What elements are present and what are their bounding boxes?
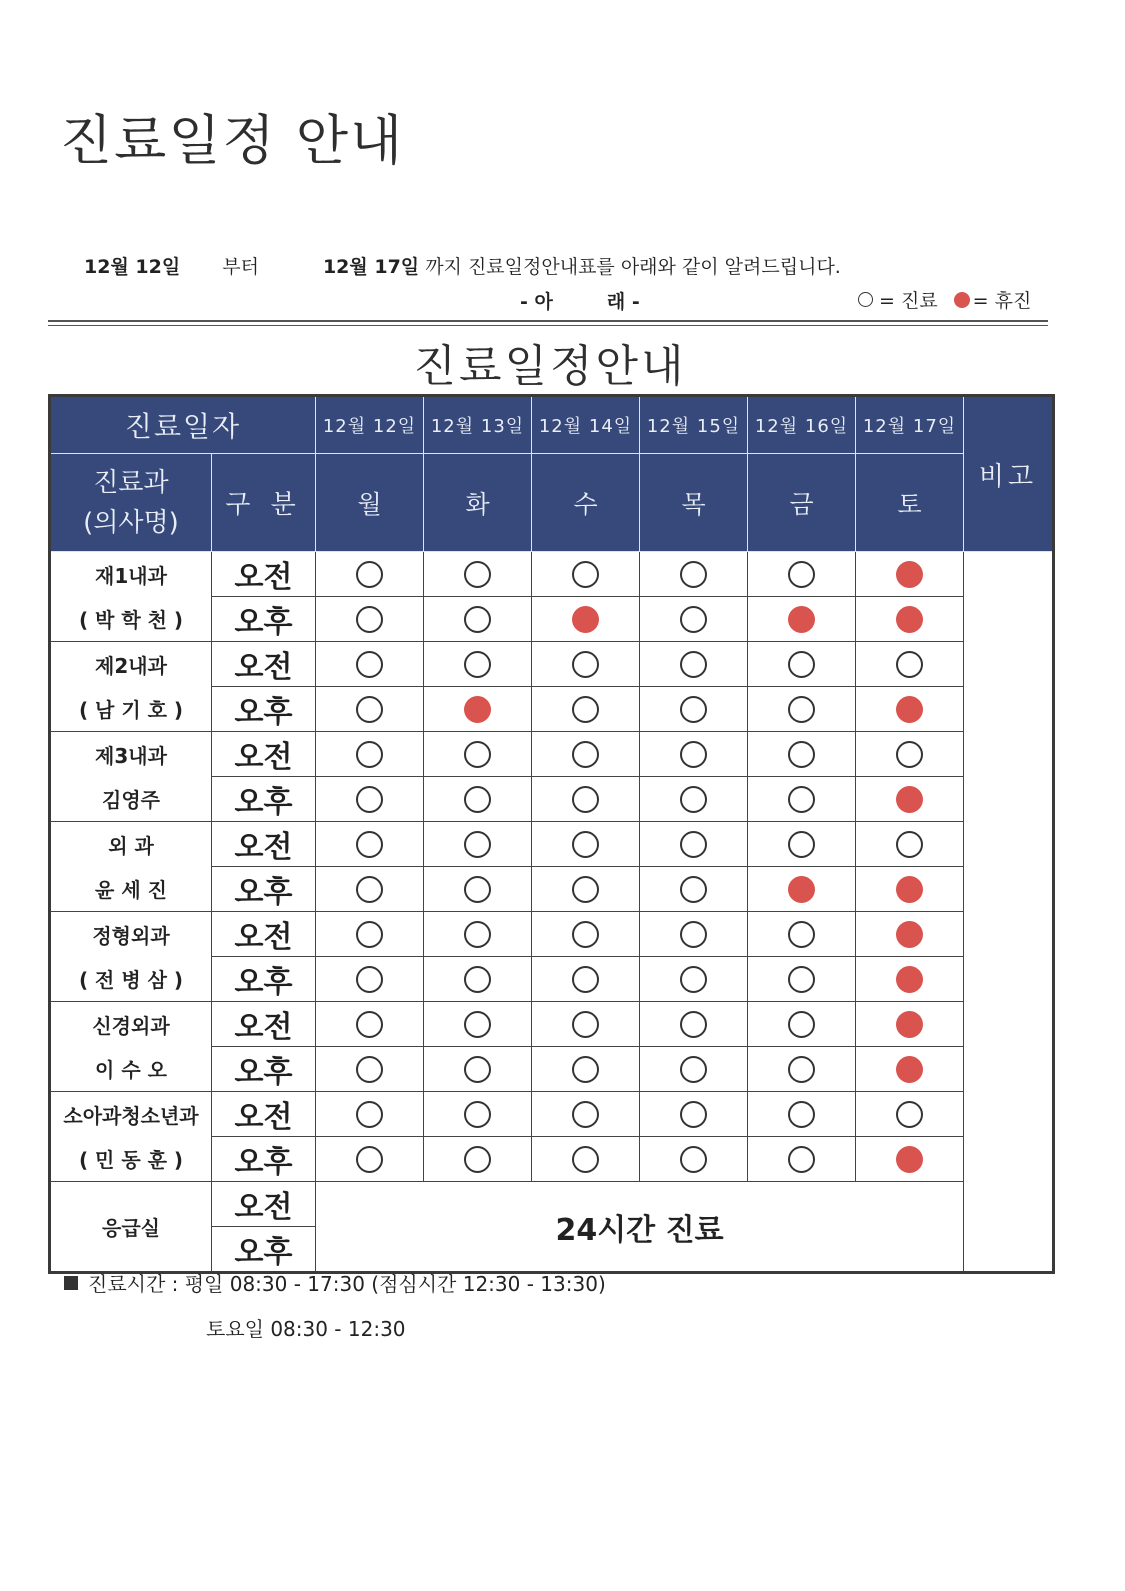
- status-cell: [532, 822, 640, 867]
- open-circle-icon: [788, 696, 815, 723]
- status-cell: [748, 1137, 856, 1182]
- open-circle-icon: [356, 651, 383, 678]
- closed-dot-icon: [572, 606, 599, 633]
- day-header: 금: [748, 454, 856, 552]
- note-header: 비고: [964, 396, 1054, 552]
- open-circle-icon: [858, 292, 873, 307]
- closed-dot-icon: [896, 696, 923, 723]
- status-cell: [640, 732, 748, 777]
- open-circle-icon: [464, 1056, 491, 1083]
- status-cell: [856, 552, 964, 597]
- hours-weekday-text: 진료시간 : 평일 08:30 - 17:30 (점심시간 12:30 - 13:30): [88, 1272, 606, 1296]
- status-cell: [532, 1092, 640, 1137]
- status-cell: [532, 1137, 640, 1182]
- open-circle-icon: [572, 696, 599, 723]
- status-cell: [856, 1002, 964, 1047]
- open-circle-icon: [896, 741, 923, 768]
- dept-name: 외 과: [50, 822, 212, 867]
- table-row: [50, 777, 1054, 822]
- status-cell: [640, 912, 748, 957]
- below-label: [520, 287, 640, 314]
- status-cell: [640, 552, 748, 597]
- status-cell: [640, 957, 748, 1002]
- status-cell: [316, 912, 424, 957]
- closed-dot-icon: [896, 921, 923, 948]
- session-pm: 오후: [212, 597, 316, 642]
- open-circle-icon: [788, 831, 815, 858]
- open-circle-icon: [680, 966, 707, 993]
- open-circle-icon: [680, 876, 707, 903]
- status-cell: [748, 1047, 856, 1092]
- date-header-label: 진료일자: [50, 396, 316, 454]
- table-row: [50, 732, 1054, 777]
- intro-from: 부터: [222, 256, 259, 278]
- status-cell: [532, 552, 640, 597]
- status-cell: [856, 1047, 964, 1092]
- open-circle-icon: [680, 831, 707, 858]
- day-header: 월: [316, 454, 424, 552]
- status-cell: [424, 777, 532, 822]
- doctor-name: 김영주: [50, 777, 212, 822]
- open-circle-icon: [788, 561, 815, 588]
- status-cell: [316, 1092, 424, 1137]
- below-label-b: 래 -: [606, 291, 640, 313]
- status-cell: [640, 597, 748, 642]
- dept-name: 소아과청소년과: [50, 1092, 212, 1137]
- open-circle-icon: [464, 651, 491, 678]
- status-cell: [856, 1092, 964, 1137]
- status-cell: [856, 597, 964, 642]
- status-cell: [748, 822, 856, 867]
- emergency-text: 24시간 진료: [316, 1182, 964, 1273]
- legend-open-label: = 진료: [879, 290, 938, 312]
- open-circle-icon: [464, 966, 491, 993]
- status-cell: [748, 1092, 856, 1137]
- open-circle-icon: [572, 1011, 599, 1038]
- table-row: [50, 822, 1054, 867]
- status-cell: [424, 822, 532, 867]
- table-row: [50, 687, 1054, 732]
- date-header: 12월 15일: [640, 396, 748, 454]
- open-circle-icon: [572, 786, 599, 813]
- intro-start-date: 12월 12일: [84, 256, 181, 278]
- status-cell: [640, 822, 748, 867]
- dept-name: 재1내과: [50, 552, 212, 597]
- status-cell: [856, 822, 964, 867]
- open-circle-icon: [680, 1056, 707, 1083]
- open-circle-icon: [788, 966, 815, 993]
- table-row: [50, 1092, 1054, 1137]
- session-am: 오전: [212, 732, 316, 777]
- status-cell: [856, 867, 964, 912]
- table-title: 진료일정안내: [413, 341, 687, 392]
- day-header: 수: [532, 454, 640, 552]
- gubun-header: 구 분: [212, 454, 316, 552]
- open-circle-icon: [680, 786, 707, 813]
- intro-rest: 까지 진료일정안내표를 아래와 같이 알려드립니다.: [425, 256, 841, 278]
- open-circle-icon: [896, 1101, 923, 1128]
- table-row: [50, 552, 1054, 597]
- open-circle-icon: [356, 1011, 383, 1038]
- status-cell: [316, 687, 424, 732]
- open-circle-icon: [356, 1146, 383, 1173]
- session-am: 오전: [212, 1182, 316, 1227]
- closed-dot-icon: [896, 606, 923, 633]
- status-cell: [640, 642, 748, 687]
- dept-header-line1: 진료과: [93, 467, 169, 498]
- open-circle-icon: [356, 1101, 383, 1128]
- legend: [858, 286, 1031, 313]
- status-cell: [424, 1092, 532, 1137]
- closed-dot-icon: [896, 786, 923, 813]
- open-circle-icon: [356, 876, 383, 903]
- open-circle-icon: [464, 561, 491, 588]
- emergency-dept: 응급실: [50, 1182, 212, 1273]
- status-cell: [424, 597, 532, 642]
- status-cell: [532, 867, 640, 912]
- doctor-name: ( 남 기 호 ): [50, 687, 212, 732]
- status-cell: [748, 597, 856, 642]
- status-cell: [640, 1047, 748, 1092]
- open-circle-icon: [788, 651, 815, 678]
- open-circle-icon: [896, 651, 923, 678]
- open-circle-icon: [680, 741, 707, 768]
- day-header: 토: [856, 454, 964, 552]
- open-circle-icon: [572, 741, 599, 768]
- table-row: [50, 597, 1054, 642]
- status-cell: [316, 822, 424, 867]
- note-cell: [964, 552, 1054, 1273]
- status-cell: [424, 1047, 532, 1092]
- table-row: [50, 642, 1054, 687]
- table-row: [50, 867, 1054, 912]
- closed-dot-icon: [954, 292, 970, 308]
- open-circle-icon: [464, 921, 491, 948]
- status-cell: [748, 642, 856, 687]
- divider: [48, 320, 1048, 322]
- open-circle-icon: [464, 606, 491, 633]
- open-circle-icon: [572, 876, 599, 903]
- divider: [48, 325, 1048, 326]
- open-circle-icon: [788, 1056, 815, 1083]
- open-circle-icon: [680, 1011, 707, 1038]
- square-bullet-icon: [64, 1276, 78, 1290]
- status-cell: [748, 1002, 856, 1047]
- open-circle-icon: [356, 831, 383, 858]
- page-title: 진료일정 안내: [60, 109, 405, 172]
- status-cell: [316, 957, 424, 1002]
- session-pm: 오후: [212, 957, 316, 1002]
- intro-end-date: 12월 17일: [322, 256, 420, 278]
- date-header: 12월 17일: [856, 396, 964, 454]
- table-row: [50, 912, 1054, 957]
- doctor-name: 이 수 오: [50, 1047, 212, 1092]
- session-pm: 오후: [212, 1227, 316, 1273]
- status-cell: [748, 867, 856, 912]
- open-circle-icon: [356, 786, 383, 813]
- status-cell: [748, 687, 856, 732]
- status-cell: [316, 732, 424, 777]
- open-circle-icon: [572, 561, 599, 588]
- status-cell: [748, 777, 856, 822]
- status-cell: [748, 552, 856, 597]
- dept-name: 신경외과: [50, 1002, 212, 1047]
- status-cell: [856, 777, 964, 822]
- open-circle-icon: [572, 921, 599, 948]
- status-cell: [532, 687, 640, 732]
- session-am: 오전: [212, 912, 316, 957]
- day-header: 화: [424, 454, 532, 552]
- session-am: 오전: [212, 1092, 316, 1137]
- closed-dot-icon: [788, 606, 815, 633]
- open-circle-icon: [356, 741, 383, 768]
- open-circle-icon: [356, 921, 383, 948]
- dept-header-line2: (의사명): [83, 507, 179, 538]
- open-circle-icon: [356, 1056, 383, 1083]
- status-cell: [640, 687, 748, 732]
- hours-weekday: [64, 1268, 606, 1297]
- table-row: [50, 1182, 1054, 1227]
- status-cell: [424, 687, 532, 732]
- status-cell: [640, 777, 748, 822]
- status-cell: [424, 732, 532, 777]
- open-circle-icon: [572, 1056, 599, 1083]
- status-cell: [316, 1002, 424, 1047]
- status-cell: [424, 1137, 532, 1182]
- status-cell: [532, 1047, 640, 1092]
- session-am: 오전: [212, 1002, 316, 1047]
- status-cell: [532, 912, 640, 957]
- status-cell: [856, 912, 964, 957]
- status-cell: [532, 732, 640, 777]
- open-circle-icon: [572, 651, 599, 678]
- table-row: [50, 1002, 1054, 1047]
- open-circle-icon: [788, 786, 815, 813]
- session-pm: 오후: [212, 867, 316, 912]
- open-circle-icon: [356, 561, 383, 588]
- status-cell: [748, 957, 856, 1002]
- open-circle-icon: [788, 1146, 815, 1173]
- status-cell: [532, 642, 640, 687]
- open-circle-icon: [680, 561, 707, 588]
- session-am: 오전: [212, 822, 316, 867]
- open-circle-icon: [572, 1101, 599, 1128]
- hours-saturday: 토요일 08:30 - 12:30: [206, 1317, 406, 1341]
- date-header: 12월 12일: [316, 396, 424, 454]
- open-circle-icon: [356, 966, 383, 993]
- below-label-a: - 아: [520, 291, 553, 313]
- status-cell: [424, 552, 532, 597]
- intro-line: [84, 252, 841, 279]
- session-pm: 오후: [212, 1137, 316, 1182]
- dept-name: 정형외과: [50, 912, 212, 957]
- schedule-table: [48, 394, 1055, 1274]
- session-pm: 오후: [212, 777, 316, 822]
- date-header: 12월 16일: [748, 396, 856, 454]
- status-cell: [424, 957, 532, 1002]
- status-cell: [748, 732, 856, 777]
- status-cell: [424, 1002, 532, 1047]
- doctor-name: ( 민 동 훈 ): [50, 1137, 212, 1182]
- open-circle-icon: [572, 831, 599, 858]
- status-cell: [856, 642, 964, 687]
- status-cell: [316, 777, 424, 822]
- closed-dot-icon: [896, 1146, 923, 1173]
- doctor-name: ( 박 학 천 ): [50, 597, 212, 642]
- status-cell: [640, 867, 748, 912]
- closed-dot-icon: [896, 1011, 923, 1038]
- status-cell: [316, 1137, 424, 1182]
- doctor-name: 윤 세 진: [50, 867, 212, 912]
- open-circle-icon: [680, 606, 707, 633]
- open-circle-icon: [788, 1011, 815, 1038]
- open-circle-icon: [356, 606, 383, 633]
- table-row: [50, 1137, 1054, 1182]
- status-cell: [532, 777, 640, 822]
- date-header: 12월 14일: [532, 396, 640, 454]
- open-circle-icon: [680, 921, 707, 948]
- open-circle-icon: [464, 831, 491, 858]
- open-circle-icon: [464, 741, 491, 768]
- closed-dot-icon: [896, 966, 923, 993]
- closed-dot-icon: [896, 876, 923, 903]
- status-cell: [640, 1137, 748, 1182]
- status-cell: [424, 867, 532, 912]
- status-cell: [316, 552, 424, 597]
- open-circle-icon: [464, 1146, 491, 1173]
- session-pm: 오후: [212, 1047, 316, 1092]
- open-circle-icon: [356, 696, 383, 723]
- session-am: 오전: [212, 642, 316, 687]
- status-cell: [316, 867, 424, 912]
- open-circle-icon: [464, 876, 491, 903]
- open-circle-icon: [680, 1146, 707, 1173]
- status-cell: [748, 912, 856, 957]
- open-circle-icon: [464, 786, 491, 813]
- doctor-name: ( 전 병 삼 ): [50, 957, 212, 1002]
- status-cell: [316, 1047, 424, 1092]
- open-circle-icon: [788, 1101, 815, 1128]
- open-circle-icon: [788, 921, 815, 948]
- status-cell: [424, 642, 532, 687]
- schedule-body: [50, 552, 1054, 1273]
- closed-dot-icon: [788, 876, 815, 903]
- status-cell: [856, 732, 964, 777]
- status-cell: [856, 957, 964, 1002]
- status-cell: [640, 1092, 748, 1137]
- status-cell: [640, 1002, 748, 1047]
- closed-dot-icon: [896, 561, 923, 588]
- session-pm: 오후: [212, 687, 316, 732]
- open-circle-icon: [680, 651, 707, 678]
- open-circle-icon: [464, 1011, 491, 1038]
- open-circle-icon: [788, 741, 815, 768]
- open-circle-icon: [572, 1146, 599, 1173]
- day-header: 목: [640, 454, 748, 552]
- session-am: 오전: [212, 552, 316, 597]
- status-cell: [532, 957, 640, 1002]
- date-header: 12월 13일: [424, 396, 532, 454]
- status-cell: [856, 687, 964, 732]
- table-row: [50, 957, 1054, 1002]
- legend-closed-label: = 휴진: [972, 290, 1032, 312]
- status-cell: [532, 1002, 640, 1047]
- open-circle-icon: [680, 1101, 707, 1128]
- open-circle-icon: [680, 696, 707, 723]
- closed-dot-icon: [896, 1056, 923, 1083]
- status-cell: [424, 912, 532, 957]
- dept-name: 제3내과: [50, 732, 212, 777]
- open-circle-icon: [896, 831, 923, 858]
- open-circle-icon: [464, 1101, 491, 1128]
- table-row: [50, 1047, 1054, 1092]
- status-cell: [316, 642, 424, 687]
- status-cell: [532, 597, 640, 642]
- status-cell: [856, 1137, 964, 1182]
- open-circle-icon: [572, 966, 599, 993]
- status-cell: [316, 597, 424, 642]
- closed-dot-icon: [464, 696, 491, 723]
- dept-name: 제2내과: [50, 642, 212, 687]
- dept-header: [50, 454, 212, 552]
